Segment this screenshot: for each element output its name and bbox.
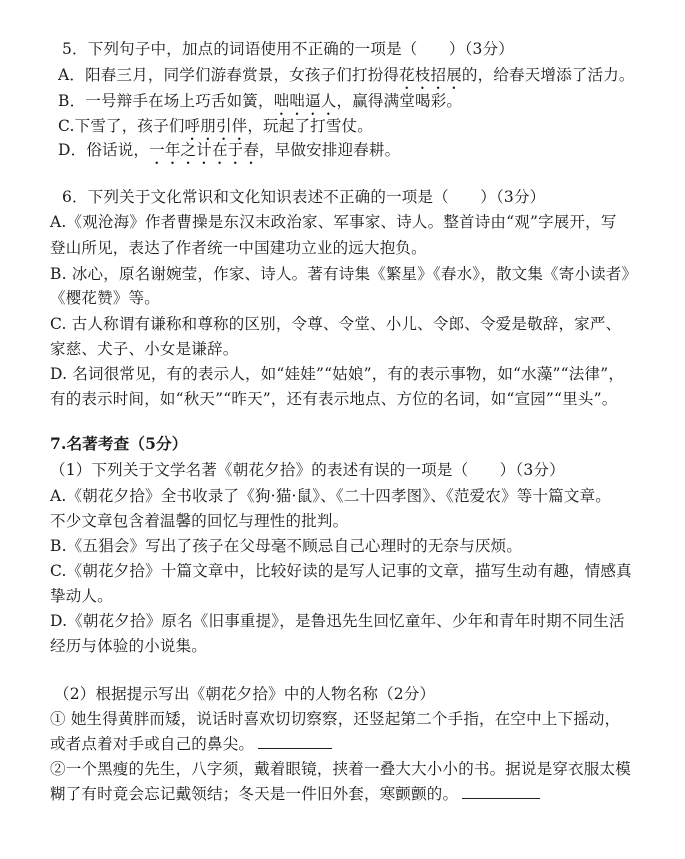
q5-d-post: ，早做安排迎春耕。: [259, 141, 401, 159]
q7-item2-text: 糊了有时竟会忘记戴领结；冬天是一件旧外套，寒颤颤的。: [50, 785, 459, 803]
q6-option-d-line1: D. 名词很常见，有的表示人，如“娃娃”“姑娘”，有的表示事物，如“水藻”“法律”，: [50, 365, 625, 383]
q7-option-c-line2: 挚动人。: [50, 587, 113, 605]
q5-option-b: [58, 91, 462, 119]
q5-a-post: 的，给春天增添了活力。: [461, 66, 635, 84]
q6-option-c-line2: 家慈、犬子、小女是谦辞。: [50, 340, 239, 358]
q6-option-a-line1: A.《观沧海》作者曹操是东汉末政治家、军事家、诗人。整首诗由“观”字展开，写: [50, 213, 617, 231]
q6-stem: 6．下列关于文化常识和文化知识表述不正确的一项是（ ）（3分）: [62, 188, 546, 206]
q7-part2-stem: （2）根据提示写出《朝花夕拾》中的人物名称（2分）: [54, 685, 436, 703]
q5-a-dotted: 花枝招展: [399, 66, 462, 84]
q7-option-a-line2: 不少文章包含着温馨的回忆与理性的批判。: [50, 512, 349, 530]
q5-b-dotted: 咄咄逼人: [273, 92, 337, 110]
q7-option-b: B.《五猖会》写出了孩子在父母毫不顾忌自己心理时的无奈与厌烦。: [50, 537, 523, 555]
q7-item1-answer-blank[interactable]: [258, 734, 332, 749]
q5-b-post: ，赢得满堂喝彩。: [336, 92, 463, 110]
q7-item1-line1: ① 她生得黄胖而矮，说话时喜欢切切察察，还竖起第二个手指，在空中上下摇动，: [50, 710, 621, 728]
q7-item2-answer-blank[interactable]: [462, 784, 540, 799]
q7-option-c-line1: C.《朝花夕拾》十篇文章中，比较好读的是写人记事的文章，描写生动有趣，情感真: [50, 562, 632, 580]
q5-option-d: [58, 140, 400, 168]
q7-option-d-line2: 经历与体验的小说集。: [50, 637, 208, 655]
q5-b-pre: B．一号辩手在场上巧舌如簧，: [58, 92, 274, 110]
q5-c-pre: C.下雪了，孩子们: [58, 117, 185, 135]
q7-option-d-line1: D.《朝花夕拾》原名《旧事重提》，是鲁迅先生回忆童年、少年和青年时期不同生活: [50, 612, 625, 630]
q7-item1-text: 或者点着对手或自己的鼻尖。: [50, 735, 255, 753]
q7-item2-line2: [50, 784, 540, 804]
q5-c-post: ，玩起了打雪仗。: [247, 117, 373, 135]
q7-part1-stem: （1）下列关于文学名著《朝花夕拾》的表述有误的一项是（ ）（3分）: [50, 461, 565, 479]
q6-option-d-line2: 有的表示时间，如“秋天”“昨天”，还有表示地点、方位的名词，如“宣园”“里头”。: [50, 390, 618, 408]
q5-a-pre: A．阳春三月，同学们游春赏景，女孩子们打扮得: [58, 66, 400, 84]
q6-option-b-line2: 《樱花赞》等。: [50, 289, 160, 307]
q7-title: 7.名著考查（5分）: [50, 434, 188, 453]
q6-option-b-line1: B. 冰心，原名谢婉莹，作家、诗人。著有诗集《繁星》《春水》，散文集《寄小读者》: [50, 265, 638, 283]
q6-option-c-line1: C. 古人称谓有谦称和尊称的区别，令尊、令堂、小儿、令郎、令爱是敬辞，家严、: [50, 315, 622, 333]
q5-d-pre: D．俗话说，: [58, 141, 150, 159]
q7-item1-line2: [50, 734, 332, 754]
q7-option-a-line1: A.《朝花夕拾》全书收录了《狗·猫·鼠》、《二十四孝图》、《范爱农》等十篇文章。: [50, 487, 611, 505]
q5-stem: 5．下列句子中，加点的词语使用不正确的一项是（ ）（3分）: [62, 40, 514, 58]
q5-c-dotted: 呼朋引伴: [184, 117, 248, 135]
q5-option-a: [58, 65, 635, 93]
q5-d-dotted: 一年之计在于春: [149, 141, 260, 159]
q6-option-a-line2: 登山所见，表达了作者统一中国建功立业的远大抱负。: [50, 239, 427, 257]
q7-item2-line1: ②一个黑瘦的先生，八字须，戴着眼镜，挟着一叠大大小小的书。据说是穿衣服太模: [50, 760, 631, 778]
